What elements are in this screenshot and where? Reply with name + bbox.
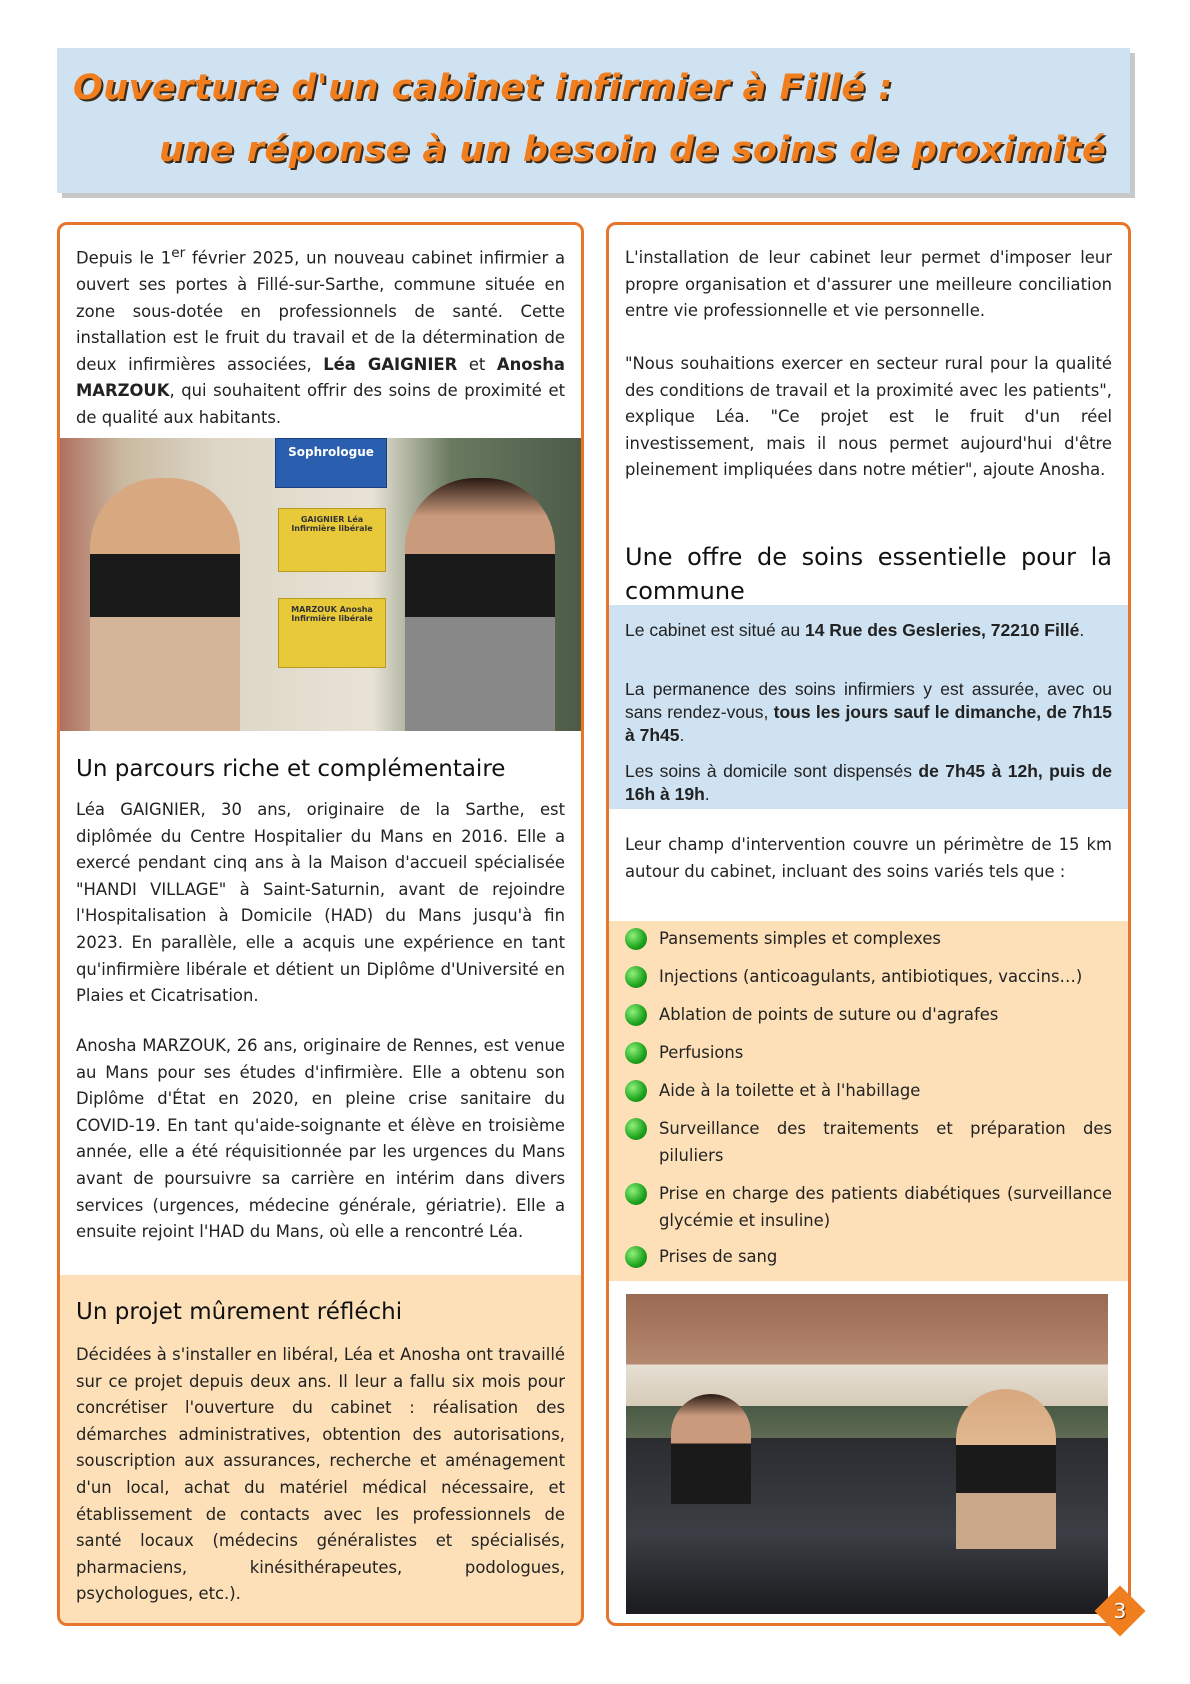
list-item bbox=[625, 964, 1112, 991]
paragraph-quote: "Nous souhaitions exercer en secteur rural pour la qualité des conditions de travail et la proximité avec les patients", explique Léa. "Ce projet est le fruit d'un réel investissement, mais il nous permet aujourd'hui d'être pleinement impliquées dans notre métier", ajoute Anosha. bbox=[625, 354, 1112, 480]
list-item-text: Perfusions bbox=[659, 1043, 744, 1062]
text: . bbox=[1079, 620, 1085, 640]
right-column bbox=[606, 222, 1131, 1626]
projet-section bbox=[60, 1275, 581, 1623]
text: . bbox=[679, 725, 685, 745]
permanence-text bbox=[625, 678, 1112, 747]
list-item bbox=[625, 1078, 1112, 1105]
text: et bbox=[457, 354, 497, 374]
intro-paragraph bbox=[76, 240, 565, 432]
text: , qui souhaitent offrir des soins de proximité et de qualité aux habitants. bbox=[76, 381, 565, 428]
address: 14 Rue des Gesleries, 72210 Fillé bbox=[804, 620, 1080, 640]
text: . bbox=[704, 784, 710, 804]
sign-sophrologue: Sophrologue bbox=[275, 438, 387, 488]
superscript: er bbox=[171, 245, 186, 261]
list-item bbox=[625, 1040, 1112, 1067]
heading-projet: Un projet mûrement réfléchi bbox=[76, 1299, 403, 1325]
text: février 2025, un nouveau cabinet infirmier a ouvert ses portes à Fillé-sur-Sarthe, commune située en zone sous-dotée en professionnels de santé. Cette installation est le fruit du travail et de la détermination de deux infirmières associées, bbox=[76, 248, 566, 374]
green-bullet-icon bbox=[625, 1042, 647, 1064]
nurses-photo-sign bbox=[60, 438, 581, 731]
paragraph-perimetre: Leur champ d'intervention couvre un périmètre de 15 km autour du cabinet, incluant des soins variés tels que : bbox=[625, 835, 1112, 881]
person-lea bbox=[956, 1389, 1056, 1549]
list-item bbox=[625, 1181, 1112, 1234]
heading-parcours: Un parcours riche et complémentaire bbox=[76, 756, 506, 782]
list-item bbox=[625, 926, 1112, 953]
green-bullet-icon bbox=[625, 1004, 647, 1026]
list-item-text: Prises de sang bbox=[659, 1247, 778, 1266]
left-column bbox=[57, 222, 584, 1626]
green-bullet-icon bbox=[625, 1080, 647, 1102]
title-line-1: Ouverture d'un cabinet infirmier à Fillé : bbox=[73, 68, 893, 108]
heading-offre: Une offre de soins essentielle pour la commune bbox=[625, 543, 1112, 605]
green-bullet-icon bbox=[625, 1118, 647, 1140]
address-text bbox=[625, 619, 1112, 642]
list-item-text: Injections (anticoagulants, antibiotiques, vaccins…) bbox=[659, 967, 1083, 986]
person-lea bbox=[90, 478, 240, 731]
text: La permanence des soins infirmiers y est assurée, avec ou sans rendez-vous, bbox=[625, 679, 1112, 722]
domicile-text bbox=[625, 760, 1112, 806]
paragraph-anosha: Anosha MARZOUK, 26 ans, originaire de Rennes, est venue au Mans pour ses études d'infirmière. Elle a obtenu son Diplôme d'État en 2020, en pleine crise sanitaire du COVID-19. En tant qu'aide-soignante et élève en troisième année, elle a été réquisitionnée par les urgences du Mans avant de poursuivre sa carrière en intérim dans divers services (urgences, médecine générale, gériatrie). Elle a ensuite rejoint l'HAD du Mans, où elle a rencontré Léa. bbox=[76, 1036, 565, 1242]
paragraph-lea: Léa GAIGNIER, 30 ans, originaire de la Sarthe, est diplômée du Centre Hospitalier du Mans en 2016. Elle a exercé pendant cinq ans à la Maison d'accueil spécialisée "HANDI VILLAGE" à Saint-Saturnin, avant de rejoindre l'Hospitalisation à Domicile (HAD) du Mans jusqu'à fin 2023. En parallèle, elle a acquis une expérience en tant qu'infirmière libérale et détient un Diplôme d'Université en Plaies et Cicatrisation. bbox=[76, 800, 565, 1006]
paragraph-projet: Décidées à s'installer en libéral, Léa et Anosha ont travaillé sur ce projet depuis deux ans. Il leur a fallu six mois pour concrétiser l'ouverture du cabinet : réalisation des démarches administratives, obtention des autorisations, souscription aux assurances, recherche et aménagement d'un local, achat du matériel médical nécessaire, et établissement de contacts avec les professionnels de santé locaux (médecins généralistes et spécialisés, pharmaciens, kinésithérapeutes, podologues, psychologues, etc.). bbox=[76, 1345, 565, 1604]
permanence-hours: tous les jours sauf le dimanche, de 7h15 à 7h45 bbox=[625, 702, 1112, 745]
green-bullet-icon bbox=[625, 966, 647, 988]
list-item-text: Aide à la toilette et à l'habillage bbox=[659, 1081, 921, 1100]
title-line-2: une réponse à un besoin de soins de proximité bbox=[159, 130, 1107, 170]
list-item-text: Prise en charge des patients diabétiques (surveillance glycémie et insuline) bbox=[659, 1184, 1112, 1230]
person-anosha bbox=[671, 1394, 751, 1504]
nurses-car-photo bbox=[626, 1294, 1108, 1614]
person-anosha bbox=[405, 478, 555, 731]
care-list bbox=[609, 921, 1128, 1281]
sign-gaignier: GAIGNIER Léa Infirmière libérale bbox=[278, 508, 386, 572]
text: Les soins à domicile sont dispensés bbox=[625, 761, 919, 781]
paragraph-organisation: L'installation de leur cabinet leur permet d'imposer leur propre organisation et d'assurer une meilleure conciliation entre vie professionnelle et vie personnelle. bbox=[625, 248, 1112, 321]
green-bullet-icon bbox=[625, 928, 647, 950]
page-number: 3 bbox=[1113, 1599, 1127, 1623]
name-lea: Léa GAIGNIER bbox=[323, 354, 458, 374]
title-banner bbox=[57, 48, 1130, 193]
list-item bbox=[625, 1244, 1112, 1271]
list-item bbox=[625, 1002, 1112, 1029]
text: Le cabinet est situé au bbox=[625, 620, 805, 640]
text: Depuis le 1 bbox=[76, 248, 172, 268]
page-number-badge bbox=[1095, 1586, 1146, 1637]
list-item-text: Pansements simples et complexes bbox=[659, 929, 941, 948]
list-item-text: Surveillance des traitements et préparation des piluliers bbox=[659, 1119, 1112, 1165]
domicile-hours: de 7h45 à 12h, puis de 16h à 19h bbox=[625, 761, 1112, 804]
name-anosha: Anosha MARZOUK bbox=[76, 354, 565, 401]
list-item-text: Ablation de points de suture ou d'agrafes bbox=[659, 1005, 999, 1024]
green-bullet-icon bbox=[625, 1183, 647, 1205]
sign-marzouk: MARZOUK Anosha Infirmière libérale bbox=[278, 598, 386, 668]
info-box bbox=[609, 605, 1128, 809]
list-item bbox=[625, 1116, 1112, 1169]
green-bullet-icon bbox=[625, 1246, 647, 1268]
